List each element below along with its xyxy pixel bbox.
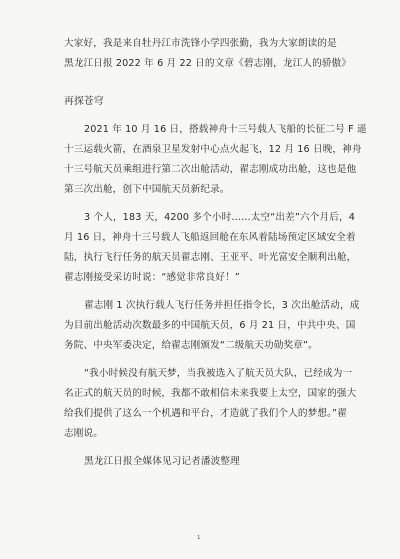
paragraph-line: 月 16 日，神舟十三号载人飞船返回舱在东风着陆场预定区域安全着	[64, 232, 356, 243]
paragraph-line: 3 个人，183 天，4200 多个小时……太空“出差”六个月后，4	[84, 212, 355, 223]
paragraph-line: “我小时候没有航天梦，当我被选入了航天员大队，已经成为一	[84, 368, 353, 379]
paragraph-line: 给我们提供了这么一个机遇和平台，才造就了我们个人的梦想。”翟	[64, 408, 347, 419]
byline: 黑龙江日报全媒体见习记者潘波整理	[84, 456, 240, 467]
paragraph-line: 十三号航天员乘组进行第二次出舱活动，翟志刚成功出舱，这也是他	[64, 164, 357, 175]
paragraph-line: 十三运载火箭，在酒泉卫星发射中心点火起飞，12 月 16 日晚，神舟	[64, 144, 362, 155]
paragraph-line: 为目前出舱活动次数最多的中国航天员，6 月 21 日，中共中央、国	[64, 320, 356, 331]
paragraph-line: 2021 年 10 月 16 日，搭载神舟十三号载人飞船的长征二号 F 遥	[84, 124, 367, 135]
intro-line-1: 大家好，我是来自牡丹江市洗锋小学四张勤，我为大家朗读的是	[64, 38, 337, 49]
paragraph-line: 第三次出舱，创下中国航天员新纪录。	[64, 184, 230, 195]
paragraph-line: 翟志刚 1 次执行载人飞行任务并担任指令长，3 次出舱活动，成	[84, 300, 360, 311]
paragraph-line: 名正式的航天员的时候，我都不敢相信未来我要上太空，国家的强大	[64, 388, 357, 399]
intro-line-2: 黑龙江日报 2022 年 6 月 22 日的文章《碧志刚，龙江人的骄傲》	[64, 58, 352, 69]
paragraph-line: 翟志刚接受采访时说：“感觉非常良好！”	[64, 272, 240, 283]
paragraph-line: 志刚说。	[64, 428, 103, 439]
paragraph-line: 务院、中央军委决定，给翟志刚颁发“二级航天功勋奖章”。	[64, 340, 318, 351]
page-number: 1	[197, 535, 201, 541]
paragraph-line: 陆，执行飞行任务的航天员翟志刚、王亚平、叶光富安全顺利出舱，	[64, 252, 357, 263]
section-title: 再探苍穹	[64, 96, 104, 107]
